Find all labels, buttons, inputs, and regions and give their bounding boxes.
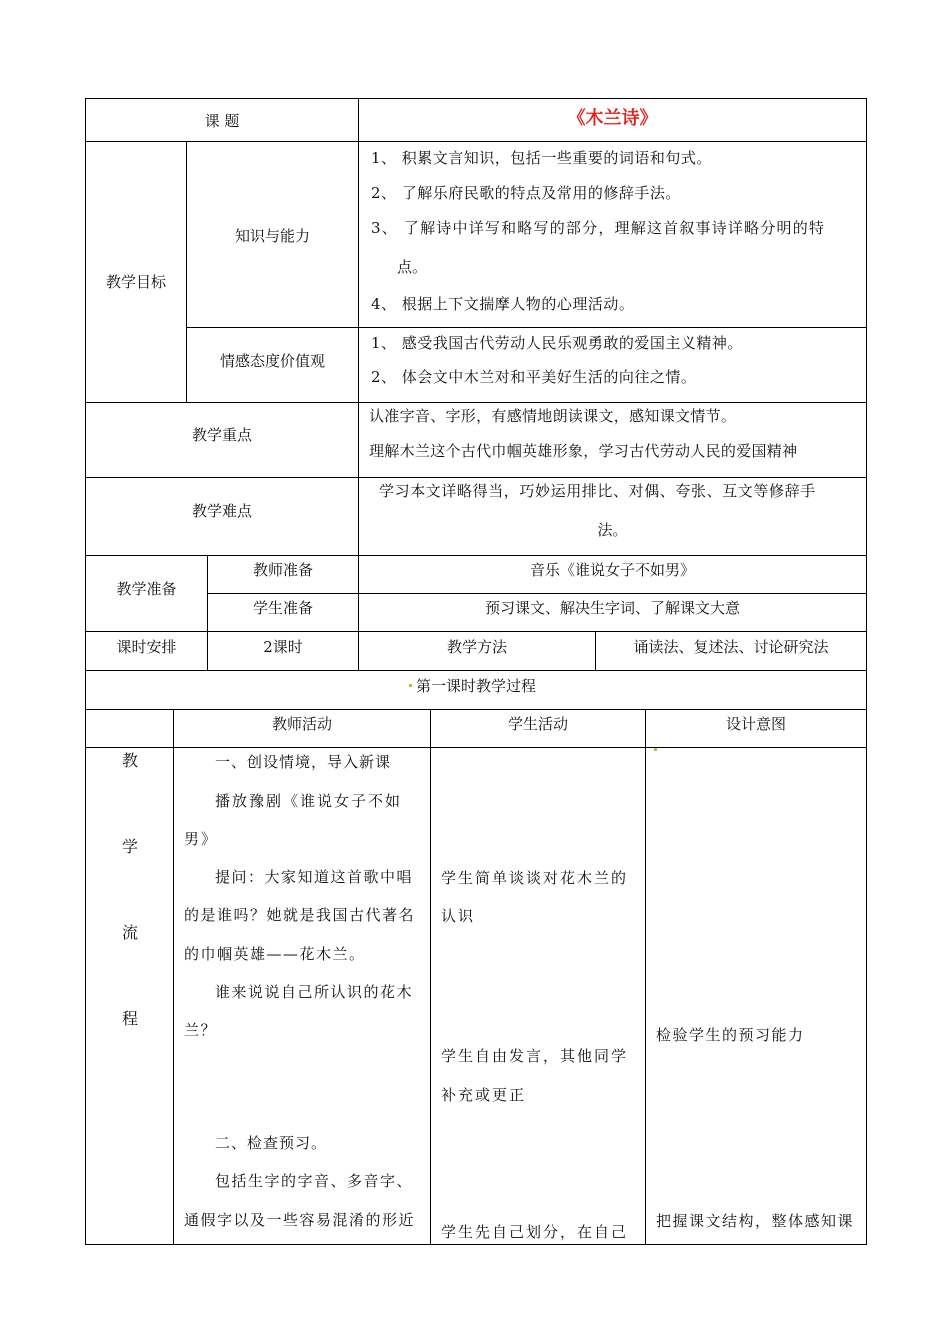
stray-mark — [409, 684, 412, 687]
emotion-item-1: 1、 感受我国古代劳动人民乐观勇敢的爱国主义精神。 — [371, 334, 743, 352]
teacher-activity-header-cell — [173, 709, 431, 748]
difficulty-label: 教学难点 — [191, 502, 252, 520]
knowledge-item-1: 1、 积累文言知识，包括一些重要的词语和句式。 — [371, 149, 712, 167]
method-label: 教学方法 — [446, 638, 507, 656]
knowledge-item-3: 3、 了解诗中详写和略写的部分，理解这首叙事诗详略分明的特 — [371, 219, 826, 237]
key-points-content-cell — [358, 402, 867, 478]
schedule-value: 2课时 — [263, 638, 303, 656]
objectives-label-cell — [85, 141, 187, 403]
teacher-p1-line2: 男》 — [184, 830, 219, 848]
course-title: 《木兰诗》 — [567, 108, 658, 129]
flow-char-1: 教 — [121, 751, 138, 770]
design-d1: 检验学生的预习能力 — [656, 1026, 805, 1044]
knowledge-item-4: 4、 根据上下文揣摩人物的心理活动。 — [371, 295, 635, 313]
student-s1-line1: 学生简单谈谈对花木兰的 — [441, 869, 629, 887]
method-label-cell — [358, 631, 596, 671]
teacher-p4-line2: 通假字以及一些容易混淆的形近 — [184, 1211, 416, 1229]
student-s2-line1: 学生自由发言，其他同学 — [441, 1047, 629, 1065]
difficulty-line-1: 学习本文详略得当，巧妙运用排比、对偶、夸张、互文等修辞手 — [379, 482, 816, 500]
student-prep-label-cell — [207, 593, 359, 632]
flow-char-4: 程 — [121, 1009, 138, 1028]
key-points-line-1: 认准字音、字形，有感情地朗读课文，感知课文情节。 — [369, 407, 737, 425]
teacher-activity-header: 教师活动 — [271, 715, 332, 733]
knowledge-label-cell — [186, 141, 359, 328]
knowledge-item-3-cont: 点。 — [397, 258, 428, 276]
method-value-cell — [595, 631, 867, 671]
key-points-line-2: 理解木兰这个古代巾帼英雄形象，学习古代劳动人民的爱国精神 — [369, 442, 798, 460]
key-points-label-cell — [85, 402, 359, 478]
teacher-prep-value: 音乐《谁说女子不如男》 — [529, 561, 695, 579]
emotion-label: 情感态度价值观 — [219, 352, 325, 370]
teacher-activity-cell — [173, 747, 431, 1245]
flow-label-cell — [85, 747, 174, 1245]
teacher-p2-line1: 提问：大家知道这首歌中唱 — [215, 868, 414, 886]
course-title-cell — [358, 98, 867, 142]
process-title: 第一课时教学过程 — [415, 677, 536, 695]
student-activity-cell — [430, 747, 646, 1245]
knowledge-content-cell — [358, 141, 867, 328]
course-title-label-cell — [85, 98, 359, 142]
emotion-item-2: 2、 体会文中木兰对和平美好生活的向往之情。 — [371, 368, 697, 386]
teacher-p1-line1: 播放豫剧《谁说女子不如 — [215, 792, 403, 810]
flow-char-2: 学 — [121, 837, 138, 856]
teacher-prep-value-cell — [358, 555, 867, 594]
knowledge-label: 知识与能力 — [234, 227, 310, 245]
difficulty-content-cell — [358, 477, 867, 556]
preparation-label: 教学准备 — [116, 580, 177, 598]
student-prep-value: 预习课文、解决生字词、了解课文大意 — [484, 599, 740, 617]
schedule-label: 课时安排 — [116, 638, 177, 656]
process-title-cell — [85, 670, 867, 710]
teacher-p4-line1: 包括生字的字音、多音字、 — [215, 1172, 414, 1190]
student-prep-label: 学生准备 — [252, 599, 313, 617]
student-s3-line1: 学生先自己划分，在自己 — [441, 1223, 629, 1241]
flow-char-3: 流 — [121, 923, 138, 942]
schedule-label-cell — [85, 631, 208, 671]
student-activity-header-cell — [430, 709, 646, 748]
teacher-heading-2: 二、检查预习。 — [215, 1134, 328, 1152]
teacher-heading-1: 一、创设情境，导入新课 — [215, 753, 392, 771]
key-points-label: 教学重点 — [191, 426, 252, 444]
header-blank-cell — [85, 709, 174, 748]
method-value: 诵读法、复述法、讨论研究法 — [633, 638, 829, 656]
schedule-value-cell — [207, 631, 359, 671]
teacher-p3-line1: 谁来说说自己所认识的花木 — [215, 983, 414, 1001]
design-intent-header-cell — [645, 709, 867, 748]
stray-mark — [654, 748, 657, 751]
difficulty-label-cell — [85, 477, 359, 556]
student-activity-header: 学生活动 — [507, 715, 568, 733]
emotion-content-cell — [358, 327, 867, 403]
teacher-p3-line2: 兰？ — [184, 1021, 218, 1039]
design-intent-header: 设计意图 — [725, 715, 786, 733]
design-d2: 把握课文结构，整体感知课 — [656, 1212, 855, 1230]
student-prep-value-cell — [358, 593, 867, 632]
course-title-label: 课 题 — [204, 112, 240, 130]
objectives-label: 教学目标 — [105, 273, 166, 291]
difficulty-line-2: 法。 — [597, 521, 628, 539]
teacher-p2-line2: 的是谁吗？她就是我国古代著名 — [184, 906, 416, 924]
teacher-p2-line3: 的巾帼英雄——花木兰。 — [184, 945, 366, 963]
teacher-prep-label-cell — [207, 555, 359, 594]
teacher-prep-label: 教师准备 — [252, 561, 313, 579]
student-s1-line2: 认识 — [441, 907, 476, 925]
knowledge-item-2: 2、 了解乐府民歌的特点及常用的修辞手法。 — [371, 184, 681, 202]
preparation-label-cell — [85, 555, 208, 632]
emotion-label-cell — [186, 327, 359, 403]
student-s2-line2: 补充或更正 — [441, 1086, 527, 1104]
design-intent-cell — [645, 747, 867, 1245]
